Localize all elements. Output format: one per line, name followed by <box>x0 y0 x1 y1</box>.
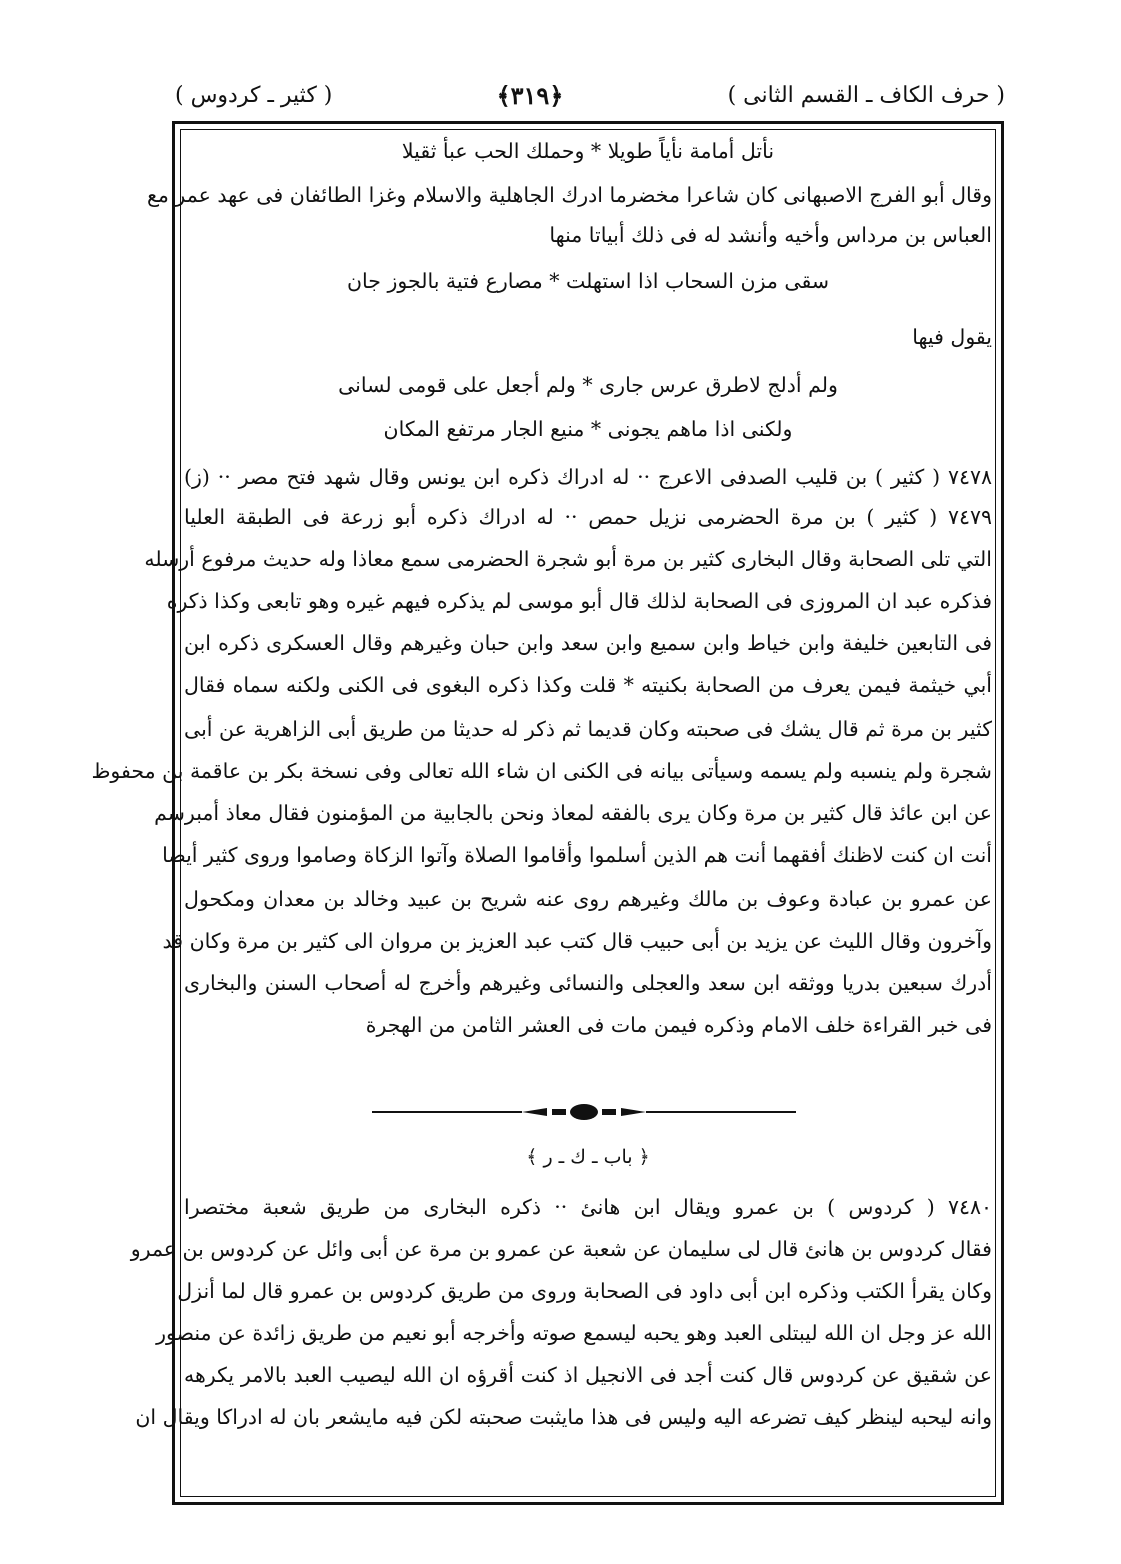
text-line: عن ابن عائذ قال كثير بن مرة وكان يرى بالفقه لمعاذ ونحن بالجابية من المؤمنون فقال معاذ أمبرسم <box>154 801 992 825</box>
page-number: ﴿٣١٩﴾ <box>496 80 564 110</box>
verse-line: نأتل أمامة نأياً طويلا * وحملك الحب عبأ ثقيلا <box>401 139 775 163</box>
text-line: التي تلى الصحابة وقال البخارى كثير بن مرة أبو شجرة الحضرمى سمع معاذا وله حديث مرفوع أرسله <box>144 547 992 571</box>
verse-line: سقى مزن السحاب اذا استهلت * مصارع فتية بالجوز جان <box>346 269 830 293</box>
header-entry-range: ( كثير ـ كردوس ) <box>175 82 333 108</box>
divider-ornament-graphic <box>372 1104 796 1120</box>
text-line: أبي خيثمة فيمن يعرف من الصحابة بكنيته * قلت وكذا ذكره البغوى فى الكنى ولكنه سماه فقال <box>184 673 992 697</box>
text-line: وقال أبو الفرج الاصبهانى كان شاعرا مخضرما ادرك الجاهلية والاسلام وغزا الطائفان فى عهد عمر مع <box>147 183 992 207</box>
text-line: أدرك سبعين بدريا ووثقه ابن سعد والعجلى والنسائى وغيرهم وأخرج له أصحاب السنن والبخارى <box>184 971 992 995</box>
text-line: وانه ليحبه لينظر كيف تضرعه اليه وليس فى هذا مايثبت صحبته لكن فيه مايشعر بان له ادراكا ويقال ان <box>135 1405 992 1429</box>
text-line: فى التابعين خليفة وابن خياط وابن سميع وابن سعد وابن حبان وغيرهم وقال العسكرى ذكره ابن <box>184 631 992 655</box>
entry-heading-7478: ٧٤٧٨ ( كثير ) بن قليب الصدفى الاعرج ·· له ادراك ذكره ابن يونس وقال شهد فتح مصر ·· (ز) <box>184 465 992 489</box>
text-line: فذكره عبد ان المروزى فى الصحابة لذلك قال أبو موسى لم يذكره فيهم غيره وهو تابعى وكذا ذكره <box>166 589 992 613</box>
text-line: فى خبر القراءة خلف الامام وذكره فيمن مات فى العشر الثامن من الهجرة <box>365 1013 992 1037</box>
text-line: وكان يقرأ الكتب وذكره ابن أبى داود فى الصحابة وروى من طريق كردوس بن عمرو قال لما أنزل <box>177 1279 992 1303</box>
verse-line: ولكنى اذا ماهم يجونى * منيع الجار مرتفع المكان <box>383 417 793 441</box>
text-line: الله عز وجل ان الله ليبتلى العبد وهو يحبه ليسمع صوته وأخرجه أبو نعيم من طريق زائدة عن منصور <box>156 1321 992 1345</box>
page-header <box>175 72 1005 118</box>
text-line: أنت ان كنت لاظنك أفقهما أنت هم الذين أسلموا وأقاموا الصلاة وآتوا الزكاة وصاموا وروى كثير أيضا <box>162 843 992 867</box>
header-section-title: ( حرف الكاف ـ القسم الثانى ) <box>727 82 1005 108</box>
entry-heading-7479: ٧٤٧٩ ( كثير ) بن مرة الحضرمى نزيل حمص ·· له ادراك ذكره أبو زرعة فى الطبقة العليا <box>184 505 992 529</box>
text-line: وآخرون وقال الليث عن يزيد بن أبى حبيب قال كتب عبد العزيز بن مروان الى كثير بن مرة وكان قد <box>162 929 992 953</box>
entry-heading-7480: ٧٤٨٠ ( كردوس ) بن عمرو ويقال ابن هانئ ·· ذكره البخارى من طريق شعبة مختصرا <box>184 1195 992 1219</box>
page-body <box>91 128 992 1498</box>
text-line: العباس بن مرداس وأخيه وأنشد له فى ذلك أبياتا منها <box>549 223 992 247</box>
text-line: يقول فيها <box>912 325 992 349</box>
ornamental-divider <box>372 1104 796 1116</box>
text-line: كثير بن مرة ثم قال يشك فى صحبته وكان قديما ثم ذكر له حديثا من طريق أبى الزاهرية عن أبى <box>184 717 992 741</box>
chapter-title: ﴿ باب ـ ك ـ ر ﴾ <box>526 1146 650 1168</box>
text-line: فقال كردوس بن هانئ قال لى سليمان عن شعبة عن عمرو بن مرة عن أبى وائل عن كردوس بن عمرو <box>130 1237 992 1261</box>
text-line: عن عمرو بن عبادة وعوف بن مالك وغيرهم روى عنه شريح بن عبيد وخالد بن معدان ومكحول <box>184 887 992 911</box>
verse-line: ولم أدلج لاطرق عرس جارى * ولم أجعل على قومى لسانى <box>338 373 838 397</box>
text-line: شجرة ولم ينسبه ولم يسمه وسيأتى بيانه فى الكنى ان شاء الله تعالى وفى نسخة بكر بن عاقمة بن محفوظ <box>91 759 992 783</box>
text-line: عن شقيق عن كردوس قال كنت أجد فى الانجيل اذ كنت أقرؤه ان الله ليصيب العبد بالامر يكرهه <box>184 1363 992 1387</box>
